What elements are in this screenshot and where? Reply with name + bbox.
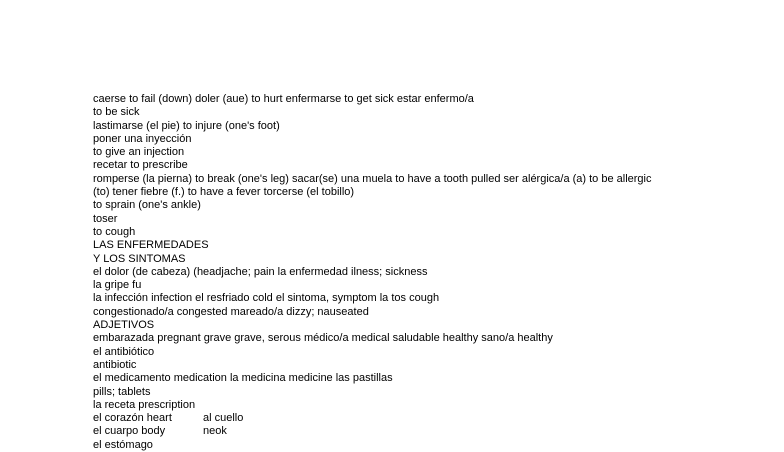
text-line: congestionado/a congested mareado/a dizzy; nauseated	[93, 305, 369, 318]
text-line: la receta prescription	[93, 398, 196, 411]
text-line: el dolor (de cabeza) (headjache; pain la enfermedad ilness; sickness	[93, 265, 428, 278]
text-line: to cough	[93, 225, 136, 238]
text-line: to give an injection	[93, 146, 185, 159]
section-heading: ADJETIVOS	[93, 319, 155, 332]
text-line: embarazada pregnant grave grave, serous médico/a medical saludable healthy sano/a healthy	[93, 332, 553, 345]
text-line: toser	[93, 212, 118, 225]
column-right-text: neok	[203, 425, 227, 438]
column-right-text: al cuello	[203, 412, 244, 425]
two-column-row	[93, 425, 773, 438]
text-line: romperse (la pierna) to break (one's leg) sacar(se) una muela to have a tooth pulled ser alérgica/a (a) to be allergic	[93, 172, 652, 185]
text-line: lastimarse (el pie) to injure (one's foot)	[93, 119, 280, 132]
cut-off-line: el estómago	[93, 438, 153, 451]
text-line: (to) tener fiebre (f.) to have a fever torcerse (el tobillo)	[93, 186, 355, 199]
text-line: caerse to fail (down) doler (aue) to hurt enfermarse to get sick estar enfermo/a	[93, 93, 474, 105]
text-line: to be sick	[93, 106, 140, 119]
section-heading: Y LOS SINTOMAS	[93, 252, 186, 265]
text-line: pills; tablets	[93, 385, 151, 398]
text-line: el antibiótico	[93, 345, 155, 358]
text-line: la gripe fu	[93, 279, 142, 292]
text-line: antibiotic	[93, 358, 137, 371]
text-line: poner una inyección	[93, 132, 192, 145]
text-line: el medicamento medication la medicina medicine las pastillas	[93, 372, 393, 385]
text-line: recetar to prescribe	[93, 159, 188, 172]
column-left-text: el corazón heart	[93, 412, 172, 425]
vocabulary-text	[93, 93, 773, 452]
text-line: to sprain (one's ankle)	[93, 199, 201, 212]
column-left-text: el cuarpo body	[93, 425, 166, 438]
two-column-row	[93, 412, 773, 425]
section-heading: LAS ENFERMEDADES	[93, 239, 209, 252]
text-line: la infección infection el resfriado cold el sintoma, symptom la tos cough	[93, 292, 440, 305]
